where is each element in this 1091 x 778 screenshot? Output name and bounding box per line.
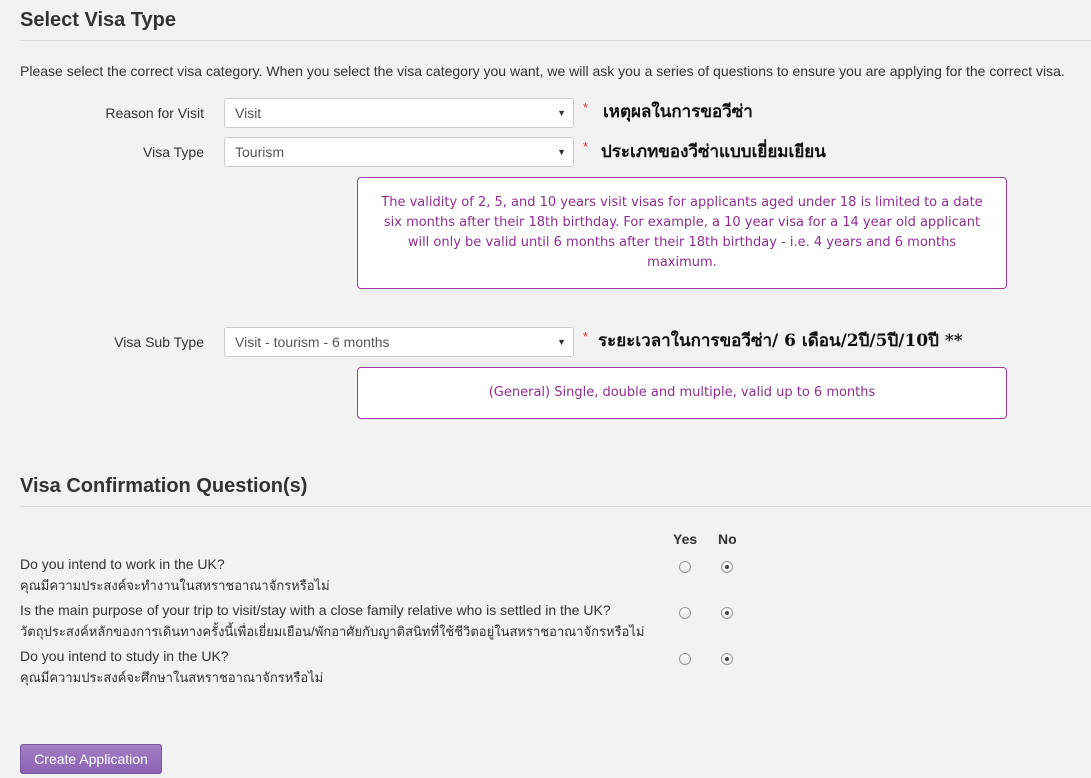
question-study-en: Do you intend to study in the UK? [20, 648, 229, 664]
question-family-no-radio[interactable] [721, 607, 733, 619]
question-family-yes-radio[interactable] [679, 607, 691, 619]
reason-for-visit-label: Reason for Visit [105, 105, 204, 121]
sub-type-info-box [357, 367, 1007, 419]
visa-validity-info-box [357, 177, 1007, 289]
question-work-en: Do you intend to work in the UK? [20, 556, 225, 572]
question-work-yes-radio[interactable] [679, 561, 691, 573]
question-study-no-radio[interactable] [721, 653, 733, 665]
create-application-button[interactable]: Create Application [20, 744, 162, 774]
reason-for-visit-value: Visit [235, 105, 262, 121]
question-family-th: วัตถุประสงค์หลักของการเดินทางครั้งนี้เพื่อเยี่ยมเยือน/พักอาศัยกับญาติสนิทที่ใช้ชีวิตอยู่ในสหราชอาณาจักรหรือไม่ [20, 624, 645, 639]
visa-sub-type-select[interactable] [224, 327, 574, 357]
question-study [20, 645, 323, 689]
visa-type-select[interactable] [224, 137, 574, 167]
chevron-down-icon: ▼ [557, 147, 566, 157]
question-study-yes-radio[interactable] [679, 653, 691, 665]
question-study-th: คุณมีความประสงค์จะศึกษาในสหราชอาณาจักรหรือไม่ [20, 670, 324, 685]
question-work-th: คุณมีความประสงค์จะทำงานในสหราชอาณาจักรหรือไม่ [20, 578, 330, 593]
required-marker: * [583, 100, 589, 115]
intro-text: Please select the correct visa category. When you select the visa category you want, we will ask you a series of questions to ensure you are applying for the correct visa. [20, 63, 1065, 79]
divider [20, 40, 1091, 41]
no-column-header: No [718, 531, 737, 547]
visa-type-value: Tourism [235, 144, 285, 160]
required-marker: * [583, 139, 589, 154]
question-work [20, 553, 330, 597]
question-work-no-radio[interactable] [721, 561, 733, 573]
visa-type-label: Visa Type [143, 144, 204, 160]
chevron-down-icon: ▼ [557, 337, 566, 347]
section-title-confirmation-questions: Visa Confirmation Question(s) [20, 475, 308, 497]
question-family [20, 599, 644, 643]
visa-validity-info-text: The validity of 2, 5, and 10 years visit visas for applicants aged under 18 is limited to a date six months after their 18th birthday. For example, a 10 year visa for a 14 year old applicant will only be valid until 6 months after their 18th birthday - i.e. 4 years and 6 months maximum. [381, 195, 983, 270]
reason-thai-note: เหตุผลในการขอวีซ่า [603, 102, 753, 122]
visa-type-thai-note: ประเภทของวีซ่าแบบเยี่ยมเยียน [601, 142, 826, 162]
divider [20, 506, 1091, 507]
chevron-down-icon: ▼ [557, 108, 566, 118]
required-marker: * [583, 329, 589, 344]
question-family-en: Is the main purpose of your trip to visit/stay with a close family relative who is settled in the UK? [20, 602, 611, 618]
yes-column-header: Yes [673, 531, 698, 547]
section-title-select-visa-type: Select Visa Type [20, 9, 177, 31]
reason-for-visit-select[interactable] [224, 98, 574, 128]
visa-sub-type-value: Visit - tourism - 6 months [235, 334, 390, 350]
visa-sub-type-label: Visa Sub Type [114, 334, 204, 350]
sub-type-thai-note: ระยะเวลาในการขอวีซ่า/ 6 เดือน/2ปี/5ปี/10ปี ** [598, 331, 963, 351]
sub-type-info-text: (General) Single, double and multiple, valid up to 6 months [488, 385, 876, 400]
